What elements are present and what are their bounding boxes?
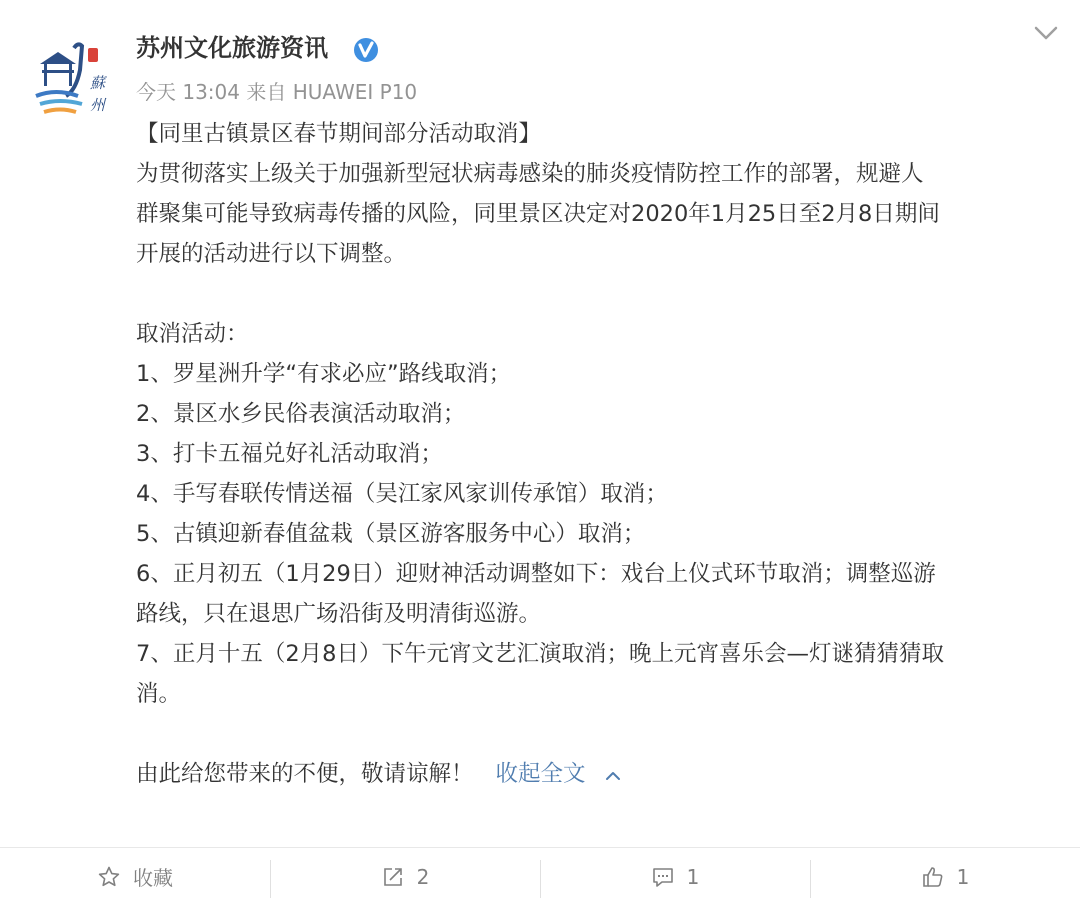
content-line: 4、手写春联传情送福（吴江家风家训传承馆）取消；: [136, 481, 668, 507]
comment-count: 1: [686, 864, 700, 889]
comment-button[interactable]: [540, 848, 810, 905]
content-line: 群聚集可能导致病毒传播的风险，同里景区决定对2020年1月25日至2月8日期间: [136, 201, 940, 227]
verified-badge-icon: [354, 38, 378, 62]
closing-text: 由此给您带来的不便，敬请谅解！: [136, 761, 474, 787]
svg-text:州: 州: [90, 96, 106, 114]
content-line: 开展的活动进行以下调整。: [136, 241, 407, 267]
repost-icon: [381, 865, 405, 889]
content-line: 3、打卡五福兑好礼活动取消；: [136, 441, 443, 467]
content-line: 【同里古镇景区春节期间部分活动取消】: [136, 121, 542, 147]
action-bar: [0, 848, 1080, 905]
content-line: 为贯彻落实上级关于加强新型冠状病毒感染的肺炎疫情防控工作的部署，规避人: [136, 161, 924, 187]
content-line: 2、景区水乡民俗表演活动取消；: [136, 401, 466, 427]
closing-line: [136, 754, 1066, 794]
post-source: 来自 HUAWEI P10: [246, 80, 418, 104]
post-time: 今天 13:04: [136, 80, 240, 104]
chevron-down-icon[interactable]: [1032, 22, 1060, 44]
post-meta: [136, 77, 417, 107]
post-content: [136, 114, 1066, 794]
repost-button[interactable]: [270, 848, 540, 905]
content-line: 5、古镇迎新春值盆栽（景区游客服务中心）取消；: [136, 521, 646, 547]
blank-line: [136, 714, 1066, 754]
comment-icon: [651, 865, 675, 889]
repost-count: 2: [416, 864, 430, 889]
content-line: 7、正月十五（2月8日）下午元宵文艺汇演取消；晚上元宵喜乐会—灯谜猜猜猜取: [136, 641, 944, 667]
author-name[interactable]: 苏州文化旅游资讯: [136, 34, 328, 62]
svg-text:蘇: 蘇: [90, 74, 106, 92]
chevron-up-icon[interactable]: [604, 769, 622, 781]
blank-line: [136, 274, 1066, 314]
content-line: 1、罗星洲升学“有求必应”路线取消；: [136, 361, 512, 387]
thumbs-up-icon: [921, 865, 945, 889]
collapse-full-text-link[interactable]: 收起全文: [495, 761, 586, 787]
like-count: 1: [956, 864, 970, 889]
star-icon: [97, 865, 121, 889]
content-line: 6、正月初五（1月29日）迎财神活动调整如下：戏台上仪式环节取消；调整巡游: [136, 561, 936, 587]
content-line: 取消活动：: [136, 321, 249, 347]
content-line: 路线，只在退思广场沿街及明清街巡游。: [136, 601, 542, 627]
favorite-label: 收藏: [133, 866, 173, 890]
avatar[interactable]: [26, 40, 114, 120]
favorite-button[interactable]: [0, 848, 270, 905]
content-line: 消。: [136, 681, 182, 707]
like-button[interactable]: [810, 848, 1080, 905]
